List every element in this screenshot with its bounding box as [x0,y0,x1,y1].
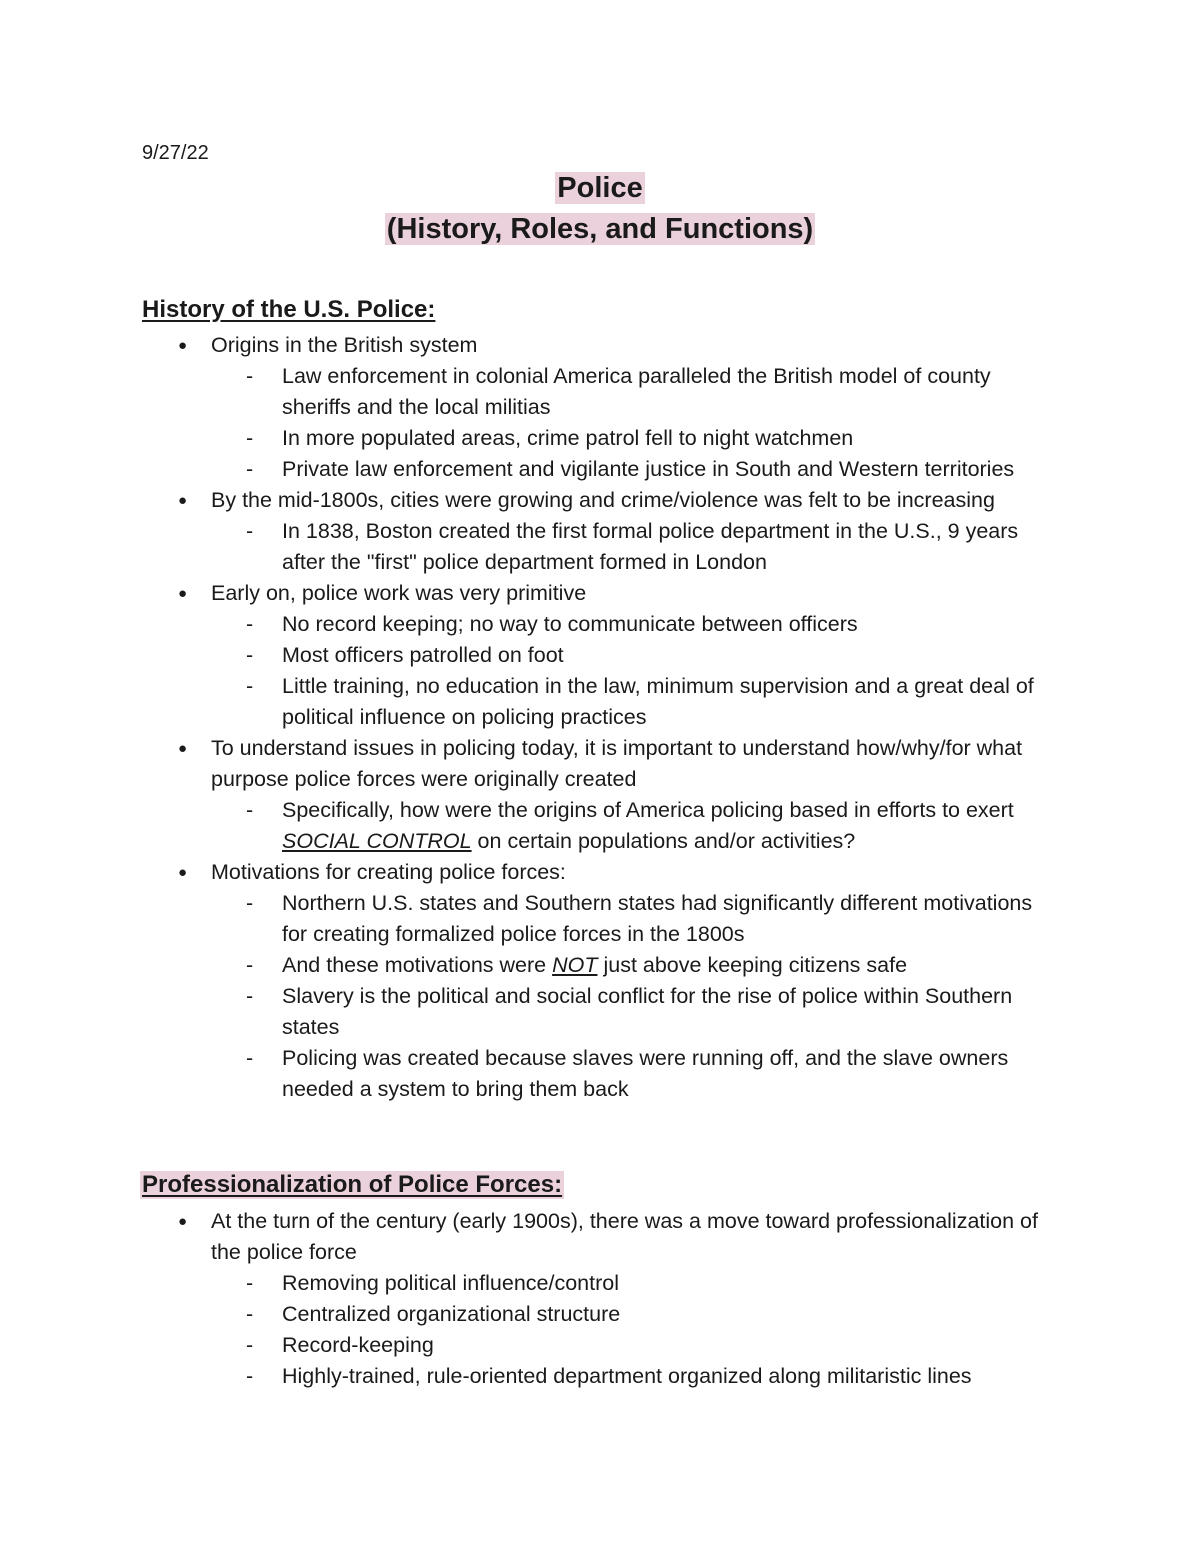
page-title [0,168,1200,250]
list-item-text: Origins in the British system [211,333,478,357]
bullet-icon: ● [178,1213,188,1230]
sub-list-item [0,1330,1200,1361]
emphasized-text: NOT [552,953,598,977]
title-subtitle: (History, Roles, and Functions) [386,213,814,245]
dash-icon: - [246,798,254,822]
list-item [0,578,1200,609]
sub-list-item [0,1299,1200,1330]
dash-icon: - [246,674,254,698]
bullet-icon: ● [178,585,188,602]
sub-list-item [0,1043,1200,1105]
bullet-icon: ● [178,864,188,881]
sub-list-item [0,423,1200,454]
list-item-text: Northern U.S. states and Southern states had significantly different motivations for creating formalized police forces in the 1800s [282,891,1033,946]
list-item [0,857,1200,888]
text-segment: Specifically, how were the origins of America policing based in efforts to exert [282,798,1014,822]
dash-icon: - [246,426,254,450]
list-item [0,1206,1200,1268]
list-item-text: Private law enforcement and vigilante justice in South and Western territories [282,457,1015,481]
sub-list-item [0,888,1200,950]
list-item-text: In 1838, Boston created the first formal police department in the U.S., 9 years after the "first" police department formed in London [282,519,1019,574]
list-item-text: Highly-trained, rule-oriented department organized along militaristic lines [282,1364,972,1388]
sub-list-item [0,795,1200,857]
dash-icon: - [246,1364,254,1388]
sub-list-item [0,981,1200,1043]
list-item-text: Motivations for creating police forces: [211,860,566,884]
dash-icon: - [246,1271,254,1295]
sub-list-item [0,1361,1200,1392]
date-label: 9/27/22 [142,142,209,164]
dash-icon: - [246,1302,254,1326]
section-heading-history: History of the U.S. Police: [142,296,436,323]
list-item-text: At the turn of the century (early 1900s), there was a move toward professionalization of the police force [211,1209,1038,1264]
dash-icon: - [246,519,254,543]
sub-list-item [0,361,1200,423]
bullet-icon: ● [178,740,188,757]
text-segment: just above keeping citizens safe [597,953,908,977]
dash-icon: - [246,984,254,1008]
list-item-text: Little training, no education in the law, minimum supervision and a great deal of political influence on policing practices [282,674,1034,729]
list-item-text: Early on, police work was very primitive [211,581,587,605]
list-item-text [282,950,1052,981]
sub-list-item [0,1268,1200,1299]
list-item-text: In more populated areas, crime patrol fell to night watchmen [282,426,854,450]
list-item-text: Law enforcement in colonial America paralleled the British model of county sheriffs and the local militias [282,364,991,419]
list-item-text: Removing political influence/control [282,1271,620,1295]
dash-icon: - [246,953,254,977]
dash-icon: - [246,1333,254,1357]
dash-icon: - [246,612,254,636]
list-item-text: Most officers patrolled on foot [282,643,564,667]
title-main: Police [557,172,643,204]
dash-icon: - [246,643,254,667]
sub-list-item [0,516,1200,578]
list-item-text: Record-keeping [282,1333,434,1357]
list-item-text: To understand issues in policing today, it is important to understand how/why/for what purpose police forces were originally created [211,736,1023,791]
emphasized-text: SOCIAL CONTROL [282,829,472,853]
list-item-text: By the mid-1800s, cities were growing and crime/violence was felt to be increasing [211,488,995,512]
dash-icon: - [246,364,254,388]
sub-list-item [0,950,1200,981]
dash-icon: - [246,457,254,481]
bullet-icon: ● [178,492,188,509]
list-item [0,330,1200,361]
section-heading-professionalization: Professionalization of Police Forces: [142,1171,563,1198]
dash-icon: - [246,891,254,915]
list-item-text: Centralized organizational structure [282,1302,621,1326]
list-item-text [282,795,1052,857]
list-item [0,485,1200,516]
text-segment: on certain populations and/or activities? [471,829,856,853]
list-item-text: Policing was created because slaves were running off, and the slave owners needed a system to bring them back [282,1046,1009,1101]
list-item [0,733,1200,795]
dash-icon: - [246,1046,254,1070]
sub-list-item [0,454,1200,485]
list-item-text: Slavery is the political and social conflict for the rise of police within Southern states [282,984,1013,1039]
history-list [0,330,1200,1105]
professionalization-list [0,1206,1200,1392]
list-item-text: No record keeping; no way to communicate between officers [282,612,858,636]
text-segment: And these motivations were [282,953,553,977]
sub-list-item [0,609,1200,640]
sub-list-item [0,671,1200,733]
bullet-icon: ● [178,337,188,354]
sub-list-item [0,640,1200,671]
